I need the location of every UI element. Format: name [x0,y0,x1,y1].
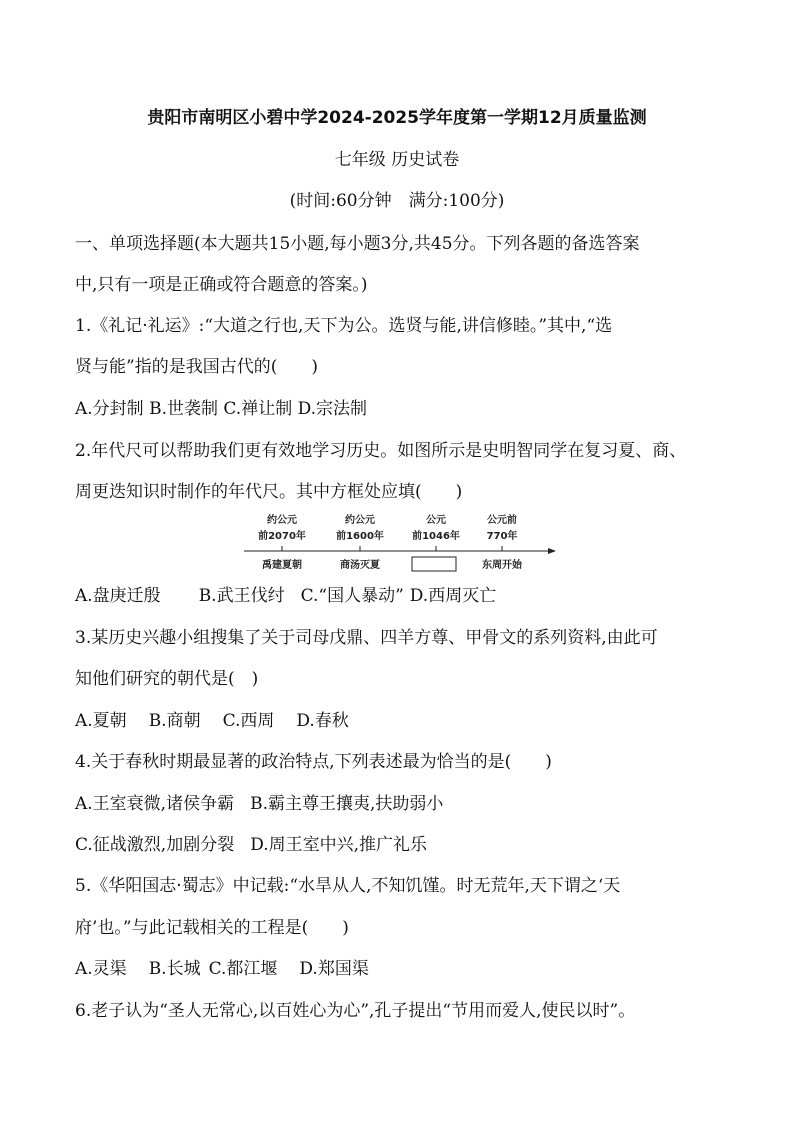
q4-options-ab [75,792,734,816]
q3-option-a: A.夏朝 [75,711,127,731]
timeline-event-2: 商汤灭夏 [340,560,380,571]
q2-options [75,584,734,608]
q4-option-a: A.王室衰微,诸侯争霸 [75,794,235,814]
q1-line1: 1.《礼记·礼运》:“大道之行也,天下为公。选贤与能,讲信修睦。”其中,“选 [75,316,613,336]
exam-subtitle: 七年级 历史试卷 [334,150,460,170]
q4-line1: 4.关于春秋时期最显著的政治特点,下列表述最为恰当的是( ) [75,752,552,772]
timeline-event-4: 东周开始 [482,560,522,571]
timeline-date-1-bottom: 前2070年 [258,531,306,542]
timeline-figure [240,510,560,576]
q1-options: A.分封制 B.世袭制 C.禅让制 D.宗法制 [75,399,368,419]
timeline-date-2-top: 约公元 [345,515,375,526]
q5-option-c: C.都江堰 [208,959,278,979]
q2-option-b: B.武王伐纣 [198,586,285,606]
timeline-svg [240,510,560,576]
q5-options [75,957,734,981]
q2-line1: 2.年代尺可以帮助我们更有效地学习历史。如图所示是史明智同学在复习夏、商、 [75,441,687,461]
q4-option-b: B.霸主尊王攘夷,扶助弱小 [250,794,444,814]
q2-line2: 周更迭知识时制作的年代尺。其中方框处应填( ) [75,482,463,502]
q5-option-b: B.长城 [148,959,201,979]
q6-line1: 6.老子认为“圣人无常心,以百姓心为心”,孔子提出“节用而爱人,使民以时”。 [75,1001,636,1021]
timeline-date-3-bottom: 前1046年 [412,531,460,542]
q2-option-d: D.西周灭亡 [409,586,497,606]
q3-options [75,709,734,733]
timeline-date-4-top: 公元前 [487,515,517,526]
timeline-event-1: 禹建夏朝 [262,560,302,571]
section1-line2: 中,只有一项是正确或符合题意的答案。) [75,275,368,295]
q4-option-d: D.周王室中兴,推广礼乐 [250,835,428,855]
exam-info: (时间:60分钟 满分:100分) [289,191,505,211]
timeline-blank-box [412,557,456,571]
timeline-date-4-bottom: 770年 [486,531,518,542]
q2-option-a: A.盘庚迁殷 [75,586,161,606]
q4-option-c: C.征战激烈,加剧分裂 [75,835,235,855]
q2-option-c: C.“国人暴动” [300,586,404,606]
q3-line1: 3.某历史兴趣小组搜集了关于司母戊鼎、四羊方尊、甲骨文的系列资料,由此可 [75,628,658,648]
q3-option-c: C.西周 [222,711,275,731]
q3-option-d: D.春秋 [296,711,349,731]
timeline-date-1-top: 约公元 [267,515,297,526]
q1-line2: 贤与能”指的是我国古代的( ) [75,357,318,377]
section1-line1: 一、单项选择题(本大题共15小题,每小题3分,共45分。下列各题的备选答案 [75,234,640,254]
timeline-date-2-bottom: 前1600年 [336,531,384,542]
exam-title: 贵阳市南明区小碧中学2024-2025学年度第一学期12月质量监测 [147,108,647,128]
timeline-arrow-icon [548,548,556,554]
q5-option-d: D.郑国渠 [299,959,369,979]
q5-option-a: A.灵渠 [75,959,127,979]
q3-line2: 知他们研究的朝代是( ) [75,669,259,689]
q5-line2: 府’也。”与此记载相关的工程是( ) [75,918,349,938]
q3-option-b: B.商朝 [148,711,201,731]
q5-line1: 5.《华阳国志·蜀志》中记载:“水旱从人,不知饥馑。时无荒年,天下谓之‘天 [75,876,621,896]
timeline-date-3-top: 公元 [426,515,446,526]
q4-options-cd [75,833,734,857]
